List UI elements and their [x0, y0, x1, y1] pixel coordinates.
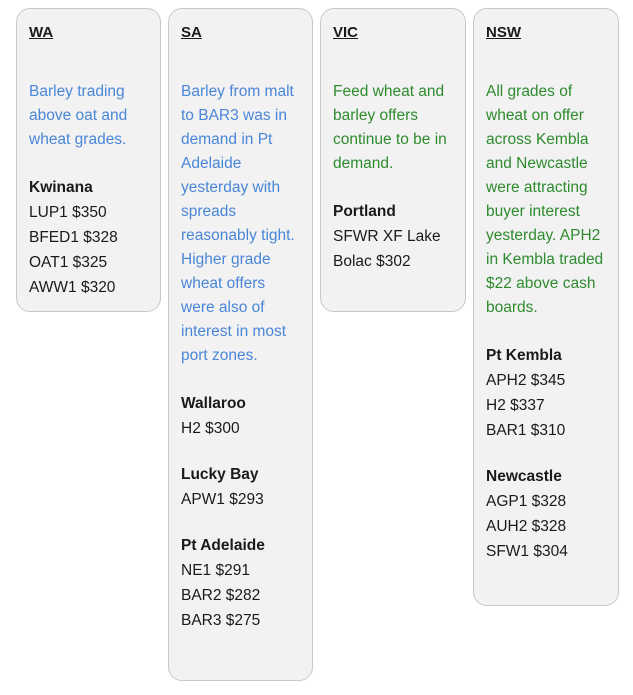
- price-item: APH2 $345: [486, 372, 566, 389]
- price-item: OAT1 $325: [29, 254, 108, 271]
- region-card-wa: [16, 8, 161, 312]
- port-section: [486, 344, 606, 443]
- region-summary: Barley trading above oat and wheat grades.: [29, 83, 128, 148]
- region-summary: Feed wheat and barley offers continue to be in demand.: [333, 83, 447, 172]
- price-item: APW1 $293: [181, 491, 264, 508]
- region-title[interactable]: SA: [181, 24, 202, 41]
- price-item: AUH2 $328: [486, 518, 567, 535]
- port-section: [181, 534, 300, 633]
- price-item: LUP1 $350: [29, 204, 107, 221]
- region-title[interactable]: VIC: [333, 24, 359, 41]
- price-item: SFWR XF Lake Bolac $302: [333, 228, 441, 270]
- port-name: Pt Adelaide: [181, 537, 265, 554]
- port-name: Lucky Bay: [181, 466, 259, 483]
- port-section: [29, 176, 148, 300]
- region-title[interactable]: NSW: [486, 24, 521, 41]
- price-item: BAR2 $282: [181, 587, 261, 604]
- port-name: Kwinana: [29, 179, 93, 196]
- price-item: AWW1 $320: [29, 279, 116, 296]
- region-card-sa: [168, 8, 313, 681]
- port-name: Pt Kembla: [486, 347, 562, 364]
- port-name: Newcastle: [486, 468, 562, 485]
- region-card-nsw: [473, 8, 619, 606]
- region-title[interactable]: WA: [29, 24, 54, 41]
- price-item: BAR3 $275: [181, 612, 261, 629]
- region-card-vic: [320, 8, 466, 312]
- price-item: H2 $300: [181, 420, 240, 437]
- price-item: AGP1 $328: [486, 493, 567, 510]
- price-item: H2 $337: [486, 397, 545, 414]
- price-item: NE1 $291: [181, 562, 250, 579]
- port-section: [181, 463, 300, 512]
- price-item: SFW1 $304: [486, 543, 568, 560]
- port-section: [486, 465, 606, 564]
- price-item: BAR1 $310: [486, 422, 566, 439]
- region-summary: All grades of wheat on offer across Kembla and Newcastle were attracting buyer interest yesterday. APH2 in Kembla traded $22 above cash boards.: [486, 83, 604, 316]
- port-section: [181, 392, 300, 441]
- region-summary: Barley from malt to BAR3 was in demand in Pt Adelaide yesterday with spreads reasonably tight. Higher grade wheat offers were also of interest in most port zones.: [181, 83, 295, 364]
- port-name: Portland: [333, 203, 396, 220]
- price-item: BFED1 $328: [29, 229, 118, 246]
- port-name: Wallaroo: [181, 395, 246, 412]
- port-section: [333, 200, 453, 274]
